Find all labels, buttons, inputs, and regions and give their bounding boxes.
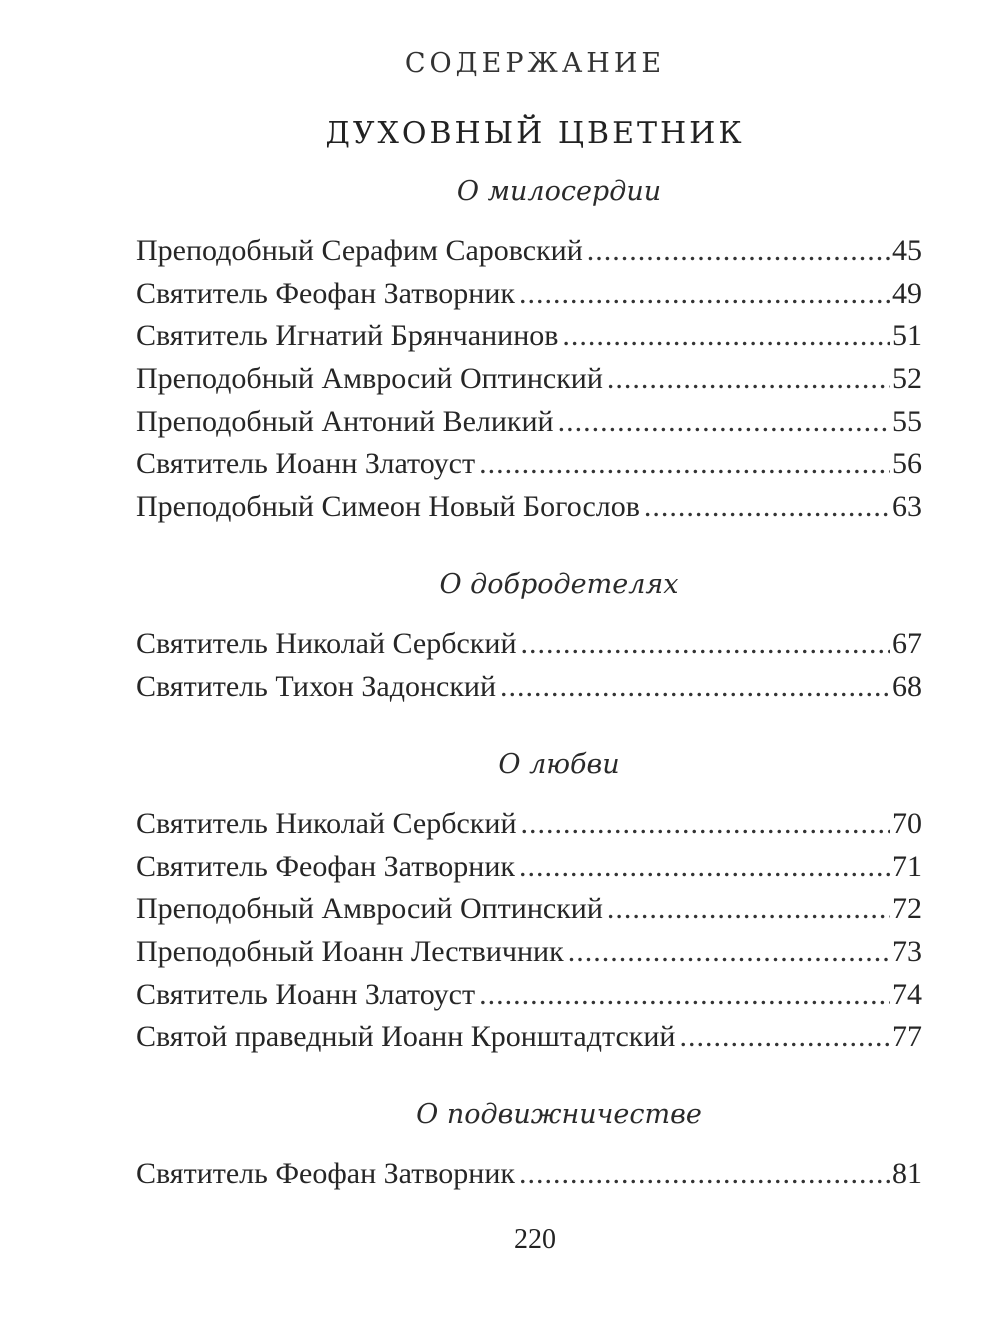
toc-entry[interactable]	[136, 888, 922, 931]
toc-entry-page: 49	[892, 276, 922, 310]
toc-entry-title: Святитель Феофан Затворник	[136, 276, 515, 310]
toc-entry-page: 67	[892, 627, 922, 660]
toc-entry[interactable]	[136, 443, 922, 486]
toc-entry[interactable]	[136, 401, 922, 444]
toc-entry-page: 73	[892, 935, 922, 969]
toc-entry-title: Святитель Иоанн Златоуст	[136, 977, 476, 1011]
toc-entry[interactable]	[136, 230, 922, 273]
toc-section-virtues	[136, 565, 922, 708]
toc-entry-page: 52	[892, 362, 922, 396]
toc-entry[interactable]	[136, 931, 922, 974]
dot-leader	[587, 230, 890, 273]
running-header: СОДЕРЖАНИЕ	[404, 48, 666, 79]
dot-leader	[479, 974, 890, 1017]
dot-leader	[519, 1153, 890, 1196]
toc-entry[interactable]	[136, 803, 922, 846]
toc-entry-title: Святитель Николай Сербский	[136, 807, 517, 840]
dot-leader	[521, 623, 891, 666]
part-title: ДУХОВНЫЙ ЦВЕТНИК	[325, 116, 745, 151]
toc-entry[interactable]	[136, 666, 922, 709]
section-title: О добродетелях	[439, 569, 679, 600]
dot-leader	[679, 1016, 890, 1059]
toc-entry[interactable]	[136, 974, 922, 1017]
toc-entry-title: Святитель Феофан Затворник	[136, 849, 515, 883]
dot-leader	[558, 401, 890, 444]
toc-entry-page: 81	[892, 1157, 922, 1190]
toc-entry-page: 45	[892, 234, 922, 267]
toc-entry[interactable]	[136, 623, 922, 666]
toc-entry-page: 56	[892, 447, 922, 481]
dot-leader	[519, 273, 890, 316]
section-title: О любви	[498, 749, 620, 780]
toc-entry-page: 77	[892, 1020, 922, 1054]
toc-entry-title: Преподобный Серафим Саровский	[136, 234, 583, 267]
dot-leader	[562, 315, 890, 358]
toc-entry[interactable]	[136, 1016, 922, 1059]
dot-leader	[644, 486, 890, 529]
toc-section-mercy	[136, 172, 922, 529]
dot-leader	[521, 803, 891, 846]
section-title: О подвижничестве	[416, 1099, 702, 1130]
toc-entry[interactable]	[136, 1153, 922, 1196]
toc-entry-page: 55	[892, 404, 922, 438]
toc-section-asceticism	[136, 1095, 922, 1196]
toc-entry[interactable]	[136, 486, 922, 529]
section-title: О милосердии	[456, 176, 662, 207]
toc-entry-title: Святитель Николай Сербский	[136, 627, 517, 660]
toc-entry-title: Преподобный Иоанн Лествичник	[136, 935, 564, 969]
toc-entry-title: Преподобный Антоний Великий	[136, 404, 554, 438]
dot-leader	[500, 666, 890, 709]
toc-entry-page: 63	[892, 490, 922, 524]
toc-entry-title: Преподобный Симеон Новый Богослов	[136, 490, 640, 524]
toc-entry-title: Святитель Феофан Затворник	[136, 1157, 515, 1190]
toc-entry-page: 68	[892, 669, 922, 703]
toc-entry[interactable]	[136, 358, 922, 401]
toc-entry-title: Святитель Тихон Задонский	[136, 669, 497, 703]
toc-entry-title: Преподобный Амвросий Оптинский	[136, 362, 603, 396]
toc-entry-page: 70	[892, 807, 922, 840]
toc-entry-title: Святой праведный Иоанн Кронштадтский	[136, 1020, 676, 1054]
toc-entry-title: Преподобный Амвросий Оптинский	[136, 892, 603, 926]
toc-entry-title: Святитель Иоанн Златоуст	[136, 447, 476, 481]
dot-leader	[607, 888, 890, 931]
toc-entry-page: 72	[892, 892, 922, 926]
toc-entry[interactable]	[136, 846, 922, 889]
toc-entry[interactable]	[136, 315, 922, 358]
dot-leader	[568, 931, 890, 974]
toc-entry-page: 71	[892, 849, 922, 883]
page-number: 220	[514, 1224, 556, 1255]
toc-section-love	[136, 745, 922, 1059]
dot-leader	[607, 358, 890, 401]
toc-entry[interactable]	[136, 273, 922, 316]
dot-leader	[479, 443, 890, 486]
toc-entry-page: 51	[892, 319, 922, 353]
toc-entry-page: 74	[892, 977, 922, 1011]
dot-leader	[519, 846, 890, 889]
toc-entry-title: Святитель Игнатий Брянчанинов	[136, 319, 559, 353]
